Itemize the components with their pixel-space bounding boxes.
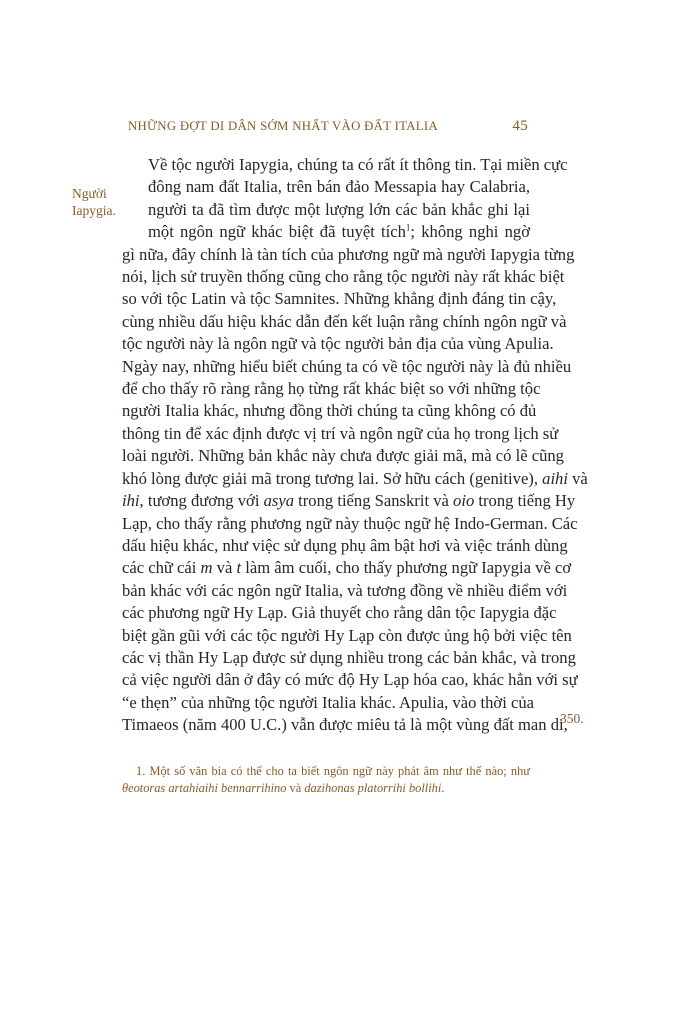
italic-term: dazihonas platorrihi bollihi: [304, 781, 442, 795]
text-segment: khó lòng được giải mã trong tương lai. Sở hữu cách (genitive),: [122, 468, 538, 488]
text-segment: trong tiếng Sanskrit và: [294, 491, 454, 511]
italic-term: aihi: [542, 468, 568, 488]
italic-term: m: [200, 558, 213, 578]
text-line: dấu hiệu khác, như việc sử dụng phụ âm bật hơi và việc tránh dùng: [122, 535, 568, 555]
text-line: loài người. Những bản khắc này chưa được giải mã, mà có lẽ cũng: [122, 446, 564, 466]
text-line: [122, 221, 530, 243]
text-segment: và: [286, 781, 305, 795]
margin-note-line: Người: [72, 186, 107, 201]
text-line: thông tin để xác định được vị trí và ngôn ngữ của họ trong lịch sử: [122, 423, 559, 443]
running-title: NHỮNG ĐỢT DI DÂN SỚM NHẤT VÀO ĐẤT ITALIA: [128, 119, 439, 133]
text-line: Timaeos (năm 400 U.C.) vẫn được miêu tả là một vùng đất man di,: [122, 715, 568, 735]
text-segment: trong tiếng Hy: [474, 491, 576, 511]
text-line: nói, lịch sử truyền thống cũng cho rằng tộc người này rất khác biệt: [122, 267, 565, 287]
text-line: đông nam đất Italia, trên bán đảo Messapia hay Calabria,: [148, 177, 530, 197]
margin-reference-number: 350.: [560, 711, 584, 726]
italic-term: oio: [453, 491, 475, 511]
text-segment: làm âm cuối, cho thấy phương ngữ Iapygia về cơ: [241, 558, 572, 578]
text-segment: các chữ cái: [122, 558, 201, 578]
text-line: gì nữa, đây chính là tàn tích của phương ngữ mà người Iapygia từng: [122, 244, 575, 264]
text-line: người Italia khác, nhưng đồng thời chúng ta cũng không có đủ: [122, 401, 537, 421]
italic-term: θeotoras artahiaihi bennarrihino: [122, 781, 287, 795]
footnote: [122, 763, 530, 797]
text-segment: và: [212, 558, 237, 578]
footnote-line: [122, 780, 530, 797]
italic-term: t: [236, 558, 242, 578]
text-line: Về tộc người Iapygia, chúng ta có rất ít thông tin. Tại miền cực: [148, 155, 568, 174]
text-line: [122, 468, 588, 490]
text-line: so với tộc Latin và tộc Samnites. Những khẳng định đáng tin cậy,: [122, 289, 557, 309]
text-segment: và: [567, 468, 588, 488]
text-segment: một ngôn ngữ khác biệt đã tuyệt tích: [148, 222, 406, 242]
running-header: [128, 118, 528, 135]
page-number: 45: [512, 118, 528, 134]
text-line: [122, 490, 576, 512]
text-segment: , tương đương với: [139, 491, 264, 511]
italic-term: asya: [263, 491, 295, 511]
text-line: người ta đã tìm được một lượng lớn các bản khắc ghi lại: [148, 199, 530, 219]
text-line: Lạp, cho thấy rằng phương ngữ này thuộc ngữ hệ Indo-German. Các: [122, 513, 578, 533]
text-line: các vị thần Hy Lạp được sử dụng nhiều trong các bản khắc, và trong: [122, 647, 576, 667]
italic-term: ihi: [122, 491, 140, 511]
text-line: “e thẹn” của những tộc người Italia khác. Apulia, vào thời của: [122, 692, 534, 712]
text-line: cả việc người dân ở đây có mức độ Hy Lạp hóa cao, khác hẳn với sự: [122, 670, 578, 690]
footnote-marker: 1: [405, 222, 411, 233]
margin-note-line: Iapygia.: [72, 203, 116, 218]
text-segment: .: [441, 781, 445, 795]
text-line: để cho thấy rõ ràng rằng họ từng rất khác biệt so với những tộc: [122, 379, 541, 399]
text-line: cùng nhiều dấu hiệu khác dẫn đến kết luận rằng chính ngôn ngữ và: [122, 311, 567, 331]
text-line: bản khác với các ngôn ngữ Italia, và tương đồng về nhiều điểm với: [122, 580, 568, 600]
text-line: các phương ngữ Hy Lạp. Giả thuyết cho rằng dân tộc Iapygia đặc: [122, 603, 557, 623]
text-line: Ngày nay, những hiểu biết chúng ta có về tộc người này là đủ nhiều: [122, 356, 572, 376]
text-line: [122, 557, 572, 579]
text-segment: ; không nghi ngờ: [410, 222, 530, 242]
text-line: tộc người này là ngôn ngữ và tộc người bản địa của vùng Apulia.: [122, 334, 554, 354]
footnote-line: 1. Một số văn bia có thể cho ta biết ngôn ngữ này phát âm như thế nào; như: [136, 764, 530, 778]
text-line: biệt gần gũi với các tộc người Hy Lạp còn được ủng hộ bởi việc tên: [122, 625, 572, 645]
